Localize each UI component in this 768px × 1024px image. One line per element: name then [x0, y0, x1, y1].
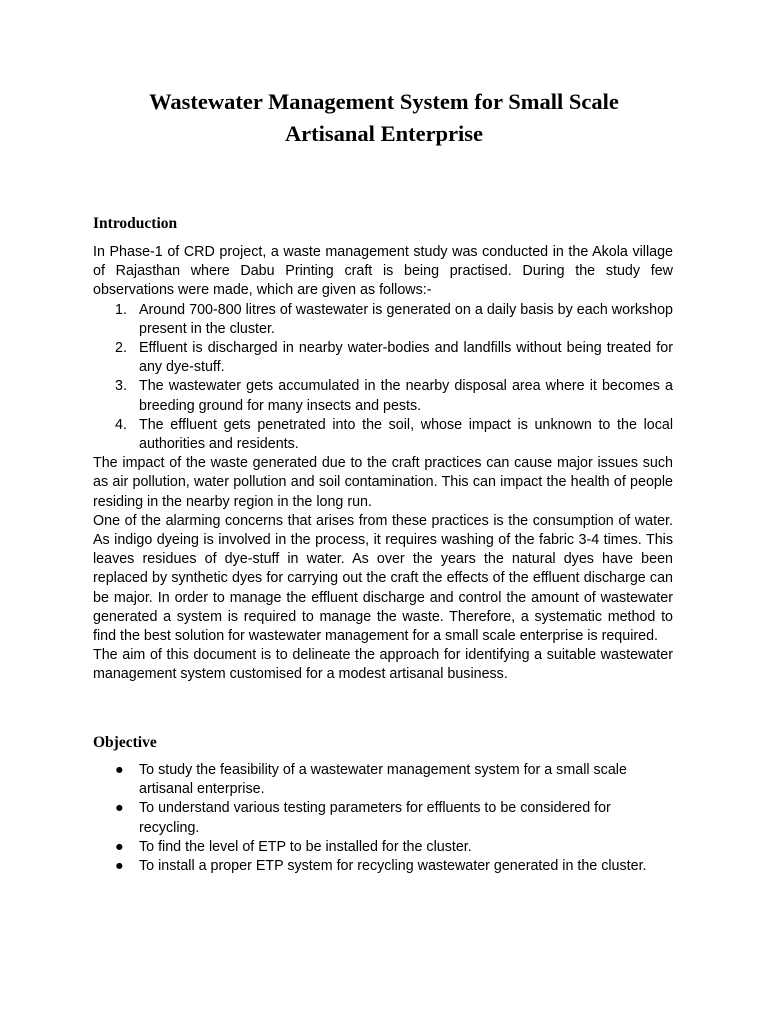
list-item — [93, 301, 673, 339]
list-item-text: To study the feasibility of a wastewater management system for a small scale artisanal enterprise. — [139, 762, 627, 798]
list-item-text: To understand various testing parameters for effluents to be considered for recycling. — [139, 800, 611, 836]
document-title-line-2: Artisanal Enterprise — [284, 121, 484, 146]
list-item-text: Around 700-800 litres of wastewater is generated on a daily basis by each workshop present in the cluster. — [139, 301, 673, 337]
intro-paragraph: In Phase-1 of CRD project, a waste management study was conducted in the Akola village of Rajasthan where Dabu Printing craft is being practised. During the study few observations were made, which are given as follows:- — [93, 244, 673, 299]
objective-body — [93, 761, 673, 876]
bullet-icon: ● — [115, 858, 124, 875]
list-item-number: 2. — [115, 340, 127, 357]
impact-paragraph: The impact of the waste generated due to the craft practices can cause major issues such as air pollution, water pollution and soil contamination. This can impact the health of people residing in the nearby region in the long run. — [93, 455, 673, 510]
bullet-icon: ● — [115, 762, 124, 778]
list-item-number: 3. — [115, 378, 127, 395]
list-item-text: Effluent is discharged in nearby water-bodies and landfills without being treated for any dye-stuff. — [139, 340, 673, 376]
bullet-icon: ● — [115, 800, 124, 817]
introduction-body — [93, 243, 673, 685]
objective-heading: Objective — [93, 734, 157, 751]
document-title-line-1: Wastewater Management System for Small Scale — [149, 89, 619, 114]
list-item — [93, 377, 673, 415]
list-item-number: 1. — [115, 301, 127, 318]
list-item — [93, 339, 673, 377]
list-item-text: The wastewater gets accumulated in the nearby disposal area where it becomes a breeding ground for many insects and pests. — [139, 378, 673, 414]
aim-paragraph: The aim of this document is to delineate the approach for identifying a suitable wastewater management system customised for a modest artisanal business. — [93, 647, 673, 683]
concern-paragraph: One of the alarming concerns that arises from these practices is the consumption of water. As indigo dyeing is involved in the process, it requires washing of the fabric 3-4 times. This leaves residues of dye-stuff in water. As over the years the natural dyes have been replaced by synthetic dyes for carrying out the craft the effects of the effluent discharge can be major. In order to manage the effluent discharge and control the amount of wastewater generated a system is required to manage the waste. Therefore, a systematic method to find the best solution for wastewater management for a small scale enterprise is required. — [93, 512, 673, 645]
list-item — [93, 416, 673, 454]
list-item — [93, 799, 673, 837]
document-title — [60, 86, 708, 150]
observations-list — [93, 301, 673, 455]
list-item-text: To install a proper ETP system for recycling wastewater generated in the cluster. — [139, 858, 647, 875]
objectives-list — [93, 761, 673, 876]
list-item — [93, 857, 673, 876]
list-item — [93, 838, 673, 857]
list-item-text: The effluent gets penetrated into the soil, whose impact is unknown to the local authorities and residents. — [139, 416, 673, 453]
bullet-icon: ● — [115, 838, 124, 855]
list-item-text: To find the level of ETP to be installed for the cluster. — [139, 838, 472, 855]
list-item-number: 4. — [115, 416, 127, 433]
list-item — [93, 761, 673, 799]
introduction-heading: Introduction — [93, 215, 178, 232]
